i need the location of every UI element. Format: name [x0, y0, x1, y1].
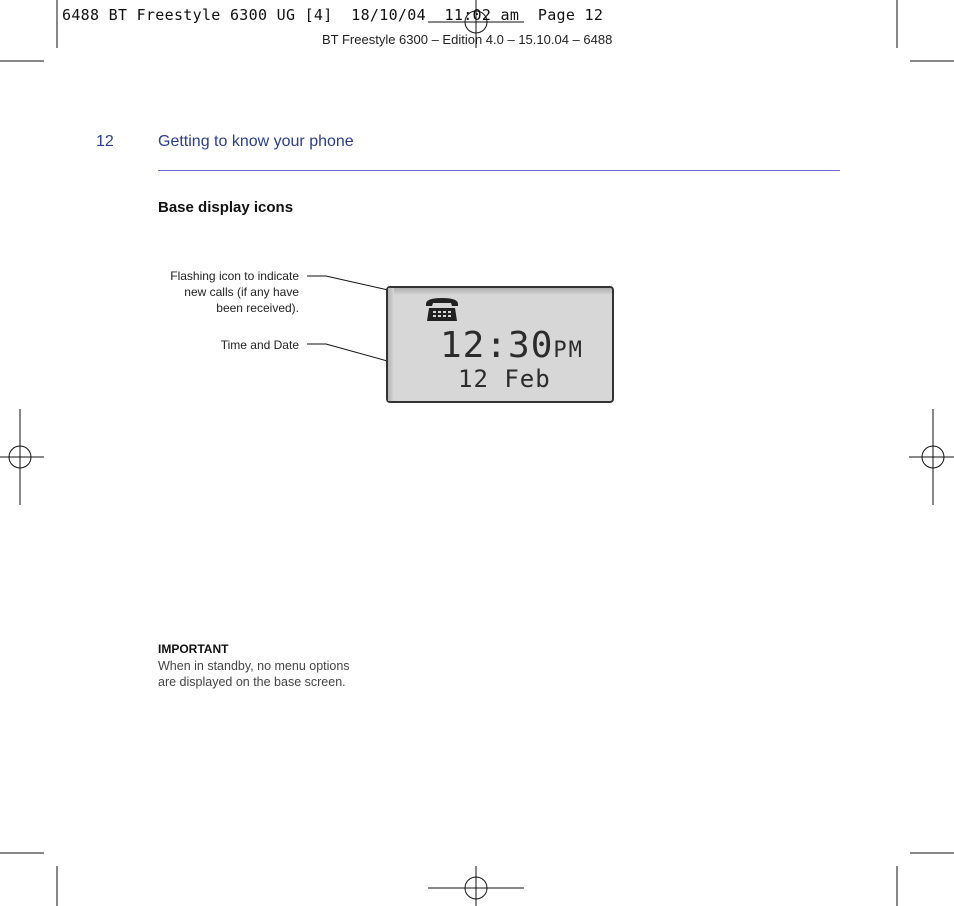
important-line: are displayed on the base screen. — [158, 675, 346, 689]
lcd-ampm: PM — [553, 338, 584, 363]
important-title: IMPORTANT — [158, 642, 229, 656]
leader-time-date — [307, 344, 391, 362]
phone-icon — [422, 294, 462, 324]
base-lcd-display — [386, 286, 614, 403]
lcd-time-value: 12:30 — [440, 325, 554, 366]
callout-line: Flashing icon to indicate — [170, 269, 299, 283]
page-heading: Base display icons — [158, 199, 294, 216]
lcd-left-bezel — [388, 288, 394, 401]
registration-mark-bottom — [428, 866, 524, 906]
callout-line: been received). — [216, 301, 299, 315]
callout-line: new calls (if any have — [184, 285, 299, 299]
lcd-date: 12 Feb — [458, 365, 551, 393]
important-text — [158, 658, 378, 690]
callout-flashing-icon — [170, 268, 299, 316]
page-number: 12 — [96, 133, 114, 150]
edition-line: BT Freestyle 6300 – Edition 4.0 – 15.10.04 – 6488 — [322, 32, 613, 47]
important-line: When in standby, no menu options — [158, 659, 350, 673]
leader-flashing-icon — [307, 276, 397, 292]
print-slug: 6488 BT Freestyle 6300 UG [4] 18/10/04 11:02 am Page 12 — [62, 6, 604, 24]
registration-mark-right — [909, 409, 954, 505]
callout-time-date: Time and Date — [220, 338, 299, 352]
registration-mark-left — [0, 409, 44, 505]
section-title: Getting to know your phone — [158, 133, 354, 150]
header-rule — [158, 170, 840, 171]
callout-leaders — [307, 276, 397, 362]
